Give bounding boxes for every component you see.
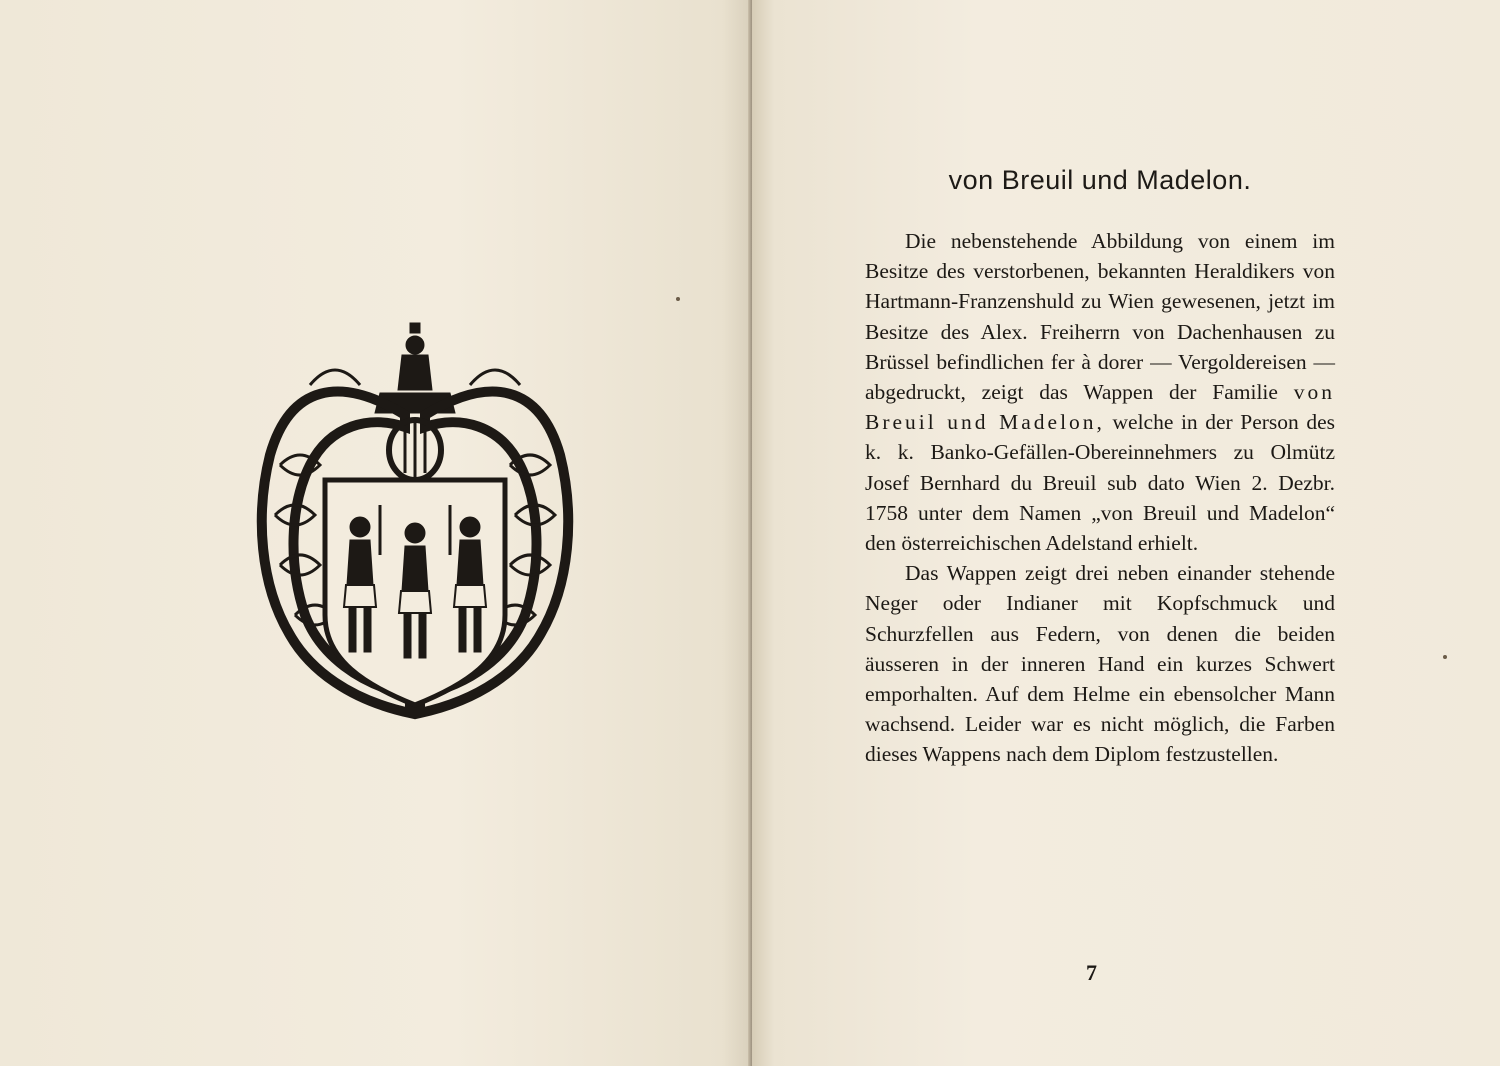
paragraph-2: Das Wappen zeigt drei neben einander stehende Neger oder Indianer mit Kopfschmuck und Schurzfellen aus Federn, von denen die beiden äusseren in der inneren Hand ein kurzes Schwert emporhalten. Auf dem Helme ein ebensolcher Mann wachsend. Leider war es nicht möglich, die Farben dieses Wappens nach dem Diplom festzustellen. (865, 561, 1335, 767)
paragraph-1-part-b: welche in der Person des k. k. Banko-Gefällen-Obereinnehmers zu Olmütz Josef Bernhard du Breuil sub dato Wien 2. Dezbr. 1758 unter dem Namen „von Breuil und Madelon“ den österreichischen Adelstand erhielt. (865, 410, 1335, 556)
shield (325, 480, 505, 705)
paper-speck (676, 297, 680, 301)
paragraph-1 (865, 226, 1335, 558)
body-text (865, 226, 1335, 770)
page-number: 7 (1086, 960, 1097, 985)
page-title: von Breuil und Madelon. (948, 165, 1252, 195)
paper-speck (1443, 655, 1447, 659)
family-name: von Breuil und Madelon, (865, 380, 1335, 435)
coat-of-arms-illustration (250, 315, 580, 725)
crest-head (406, 336, 424, 354)
crest-body (398, 355, 432, 390)
crest-headdress (410, 323, 420, 333)
paragraph-1-part-a: Die nebenstehende Abbildung von einem im Besitze des verstorbenen, bekannten Heraldikers von Hartmann-Franzenshuld zu Wien gewesenen, jetzt im Besitze des Alex. Freiherrn von Dachenhausen zu Brüssel befindlichen fer à dorer — Vergoldereisen — abgedruckt, zeigt das Wappen der Familie (865, 229, 1335, 405)
